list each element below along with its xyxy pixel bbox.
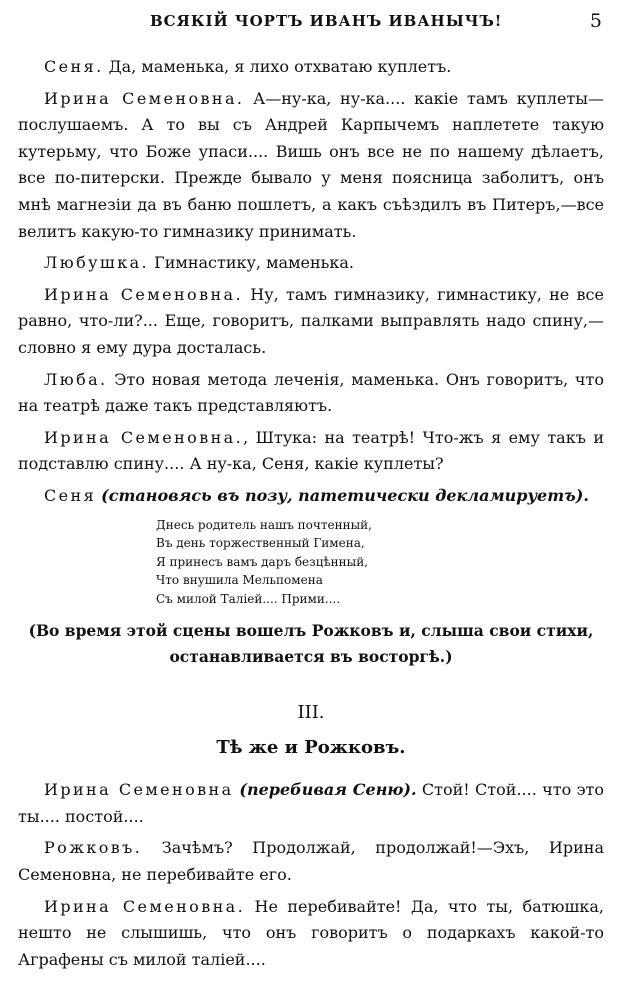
verse-line: Что внушила Мельпомена [156, 573, 323, 587]
speaker-name: Сеня [44, 485, 97, 505]
dialogue-text: , Штука: на театрѣ! Что-жъ я ему такъ и подставлю спину.... А ну-ка, Сеня, какіе куплеты? [18, 427, 604, 474]
speaker-name: Ирина Семеновна. [44, 896, 246, 916]
dialogue-paragraph [18, 425, 604, 478]
dialogue-text: Гимнастику, маменька. [149, 253, 354, 273]
dialogue-paragraph [18, 86, 604, 246]
verse-line: Съ милой Таліей.... Прими.... [156, 591, 341, 606]
stage-remark: (становясь въ позу, патетически декламируетъ). [101, 485, 589, 505]
dialogue-paragraph [18, 777, 604, 830]
scene-number: III. [297, 702, 325, 723]
verse-line: Въ день торжественный Гимена, [156, 536, 365, 550]
stage-remark: (перебивая Сеню). [233, 780, 417, 800]
dialogue-paragraph [18, 54, 604, 81]
page-header [0, 12, 628, 38]
dialogue-text: Стой! Стой.... что это ты.... постой.... [18, 780, 605, 826]
verse-line: Я принесъ вамъ даръ безцѣнный, [156, 554, 369, 569]
dialogue-paragraph [18, 282, 604, 362]
dialogue-paragraph [18, 894, 604, 974]
page-number: 5 [589, 10, 602, 32]
verse-block [156, 516, 604, 609]
stage-direction-line: (Во время этой сцены вошелъ Рожковъ и, слыша свои стихи, [28, 621, 594, 640]
speaker-name: Ирина Семеновна. [44, 427, 244, 447]
dialogue-text: Это новая метода леченія, маменька. Онъ говоритъ, что на театрѣ даже такъ представляютъ. [18, 369, 604, 416]
dialogue-paragraph [18, 483, 604, 510]
speaker-name: Сеня. [44, 57, 104, 76]
dialogue-text: Ну, тамъ гимназику, гимнастику, не все равно, что-ли?... Еще, говоритъ, палками выправлять надо спину,—словно я ему дура досталась. [18, 284, 604, 357]
stage-direction-line: останавливается въ восторгѣ.) [169, 647, 453, 666]
stage-direction [18, 618, 604, 670]
dialogue-text: А—ну-ка, ну-ка.... какіе тамъ куплеты—послушаемъ. А то вы съ Андрей Карпычемъ наплетете такую кутерьму, что Боже упаси.... Вишь онъ все не по нашему дѣлаетъ, все по-питерски. Прежде бывало у меня поясница заболитъ, онъ мнѣ магнезіи да въ баню пошлетъ, а какъ съѣздилъ въ Питеръ,—все велитъ какую-то гимназику принимать. [18, 88, 604, 241]
verse-line: Днесь родитель нашъ почтенный, [156, 517, 372, 532]
dialogue-text: Не перебивайте! Да, что ты, батюшка, нешто не слышишь, что онъ говоритъ о подаркахъ какой-то Аграфены съ милой таліей.... [18, 896, 604, 969]
dialogue-text: Да, маменька, я лихо отхватаю куплетъ. [103, 57, 452, 76]
scene-title: Тѣ же и Рожковъ. [216, 736, 406, 758]
dialogue-text: Зачѣмъ? Продолжай, продолжай!—Эхъ, Ирина Семеновна, не перебивайте его. [18, 838, 604, 884]
speaker-name: Любушка. [44, 253, 150, 273]
speaker-name: Люба. [44, 369, 108, 389]
speaker-name: Ирина Семеновна [44, 780, 234, 800]
running-title: ВСЯКІЙ ЧОРТЪ ИВАНЪ ИВАНЫЧЪ! [150, 12, 503, 30]
page-body [18, 54, 604, 978]
speaker-name: Ирина Семеновна. [44, 88, 245, 108]
speaker-name: Ирина Семеновна. [44, 284, 243, 304]
dialogue-paragraph [18, 835, 604, 888]
speaker-name: Рожковъ. [44, 838, 143, 858]
dialogue-paragraph [18, 367, 604, 420]
dialogue-paragraph [18, 250, 604, 277]
